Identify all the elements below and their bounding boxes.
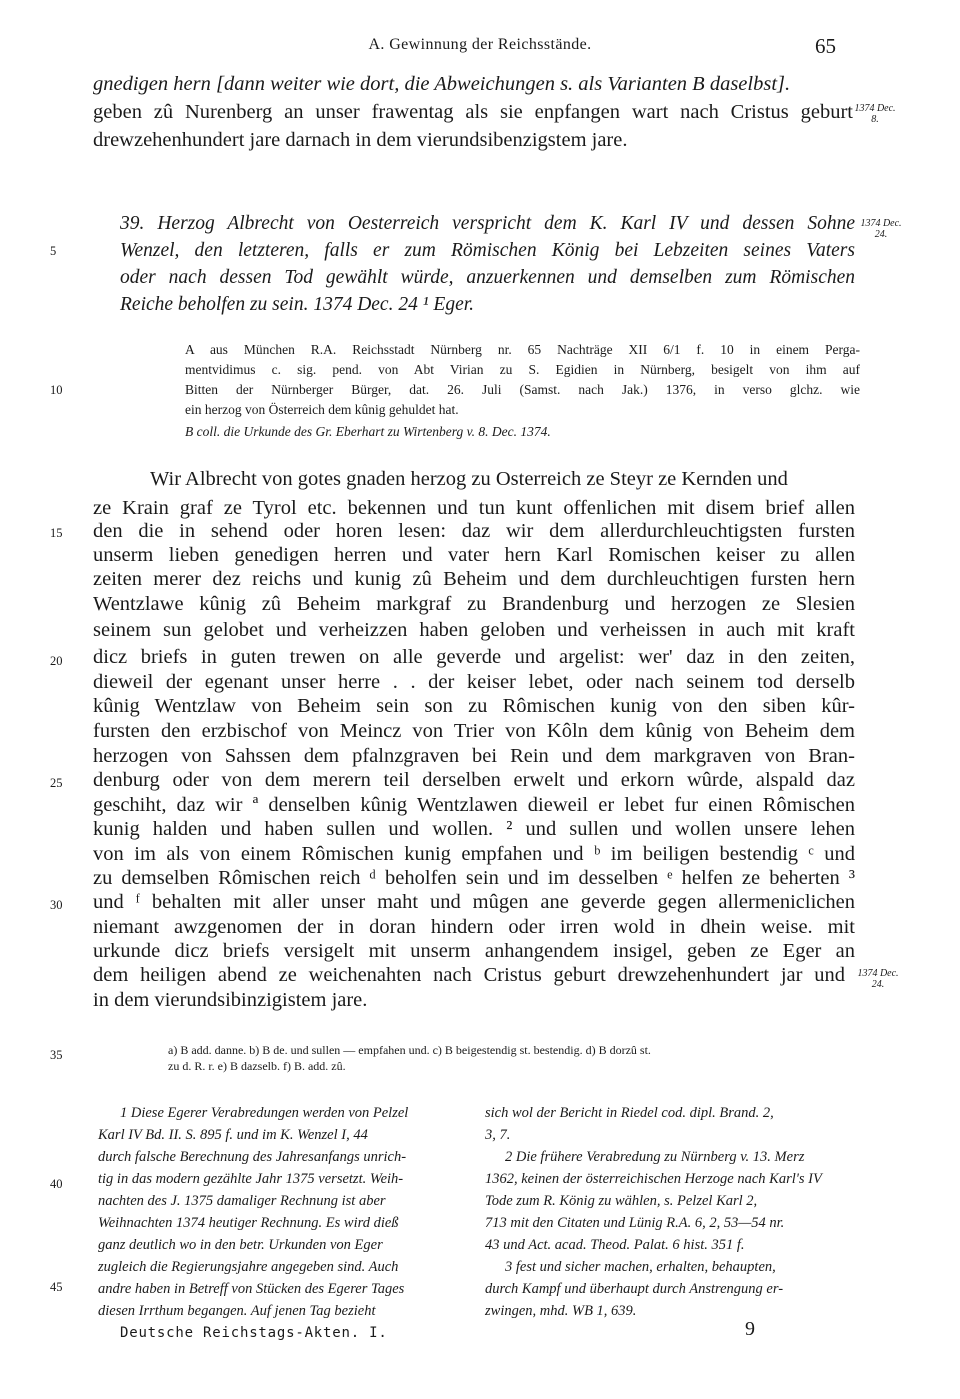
- margin-date-2: 1374 Dec. 24.: [860, 218, 902, 240]
- top-line-3: drewzehenhundert jare darnach in dem vierundsibenzigstem jare.: [93, 129, 628, 151]
- body-line-17: zu demselben Rômischen reich ᵈ beholfen sein und im desselben ᵉ helfen ze beherten ³: [93, 867, 855, 889]
- body-line-15: kunig halden und haben sullen und wollen. ² und sullen und wollen unsere lehen: [93, 818, 855, 840]
- body-line-4: unserm lieben genedigen herren und vater hern Karl Romischen keiser zu allen: [93, 544, 855, 566]
- footnote-right-7: 43 und Act. acad. Theod. Palat. 6 hist. 351 f.: [485, 1237, 745, 1253]
- body-line-12: herzogen von Sahssen dem pfalnzgraven bei Rein und dem markgraven von Bran-: [93, 745, 855, 767]
- margin-date-3: 1374 Dec. 24.: [857, 968, 899, 990]
- series-footer: Deutsche Reichstags-Akten. I.: [120, 1325, 388, 1341]
- body-line-6: Wentzlawe kûnig zû Beheim markgraf zu Brandenburg und herzogen ze Slesien: [93, 593, 855, 615]
- footnote-left-5: nachten des J. 1375 damaliger Rechnung ist aber: [98, 1193, 386, 1209]
- footnote-left-9: andre haben in Betreff von Stücken des Egerer Tages: [98, 1281, 405, 1297]
- body-line-18: und ᶠ behalten mit aller unser maht und mûgen ane geverde gegen allermeniclichen: [93, 891, 855, 913]
- body-line-21: dem heiligen abend ze weichenahten nach Cristus geburt drewzehenhundert jar und: [93, 964, 845, 986]
- body-line-19: niemant awzgenomen der in doran hindern oder irren wold in dhein weise. mit: [93, 916, 855, 938]
- body-line-1: Wir Albrecht von gotes gnaden herzog zu Osterreich ze Steyr ze Kernden und: [150, 468, 788, 490]
- body-line-2: ze Krain graf ze Tyrol etc. bekennen und tun kunt offenlichen mit disem brief allen: [93, 497, 855, 519]
- regest-line-1: 39. Herzog Albrecht von Oesterreich verspricht dem K. Karl IV und dessen Sohne: [120, 213, 855, 234]
- line-number-15: 15: [50, 526, 63, 540]
- regest-line-4: Reiche beholfen zu sein. 1374 Dec. 24 ¹ Eger.: [120, 294, 475, 315]
- footnote-left-2: Karl IV Bd. II. S. 895 f. und im K. Wenzel I, 44: [98, 1127, 368, 1143]
- body-line-10: kûnig Wentzlaw von Beheim sein son zu Rômischen kunig von den siben kûr-: [93, 695, 855, 717]
- footnote-left-4: tig in das modern gezählte Jahr 1375 versetzt. Weih-: [98, 1171, 404, 1187]
- footnote-right-1: sich wol der Bericht in Riedel cod. dipl. Brand. 2,: [485, 1105, 774, 1121]
- footnote-right-5: Tode zum R. König zu wählen, s. Pelzel Karl 2,: [485, 1193, 758, 1209]
- footnote-left-10: diesen Irrthum begangen. Auf jenen Tag bezieht: [98, 1303, 376, 1319]
- body-line-13: denburg oder von dem merern teil derselben erwelt und erkorn wûrde, alspald daz: [93, 769, 855, 791]
- line-number-30: 30: [50, 898, 63, 912]
- line-number-35: 35: [50, 1048, 63, 1062]
- body-line-20: urkunde dicz briefs versigelt mit unserm anhangendem insigel, geben ze Eger an: [93, 940, 855, 962]
- body-line-5: zeiten merer dez reichs und kunig zû Beheim und dem durchleuchtigen fursten hern: [93, 568, 855, 590]
- top-line-2: geben zû Nurenberg an unser frawentag als sie enpfangen wart nach Cristus geburt: [93, 101, 853, 123]
- running-head: A. Gewinnung der Reichsstände.: [368, 36, 592, 53]
- line-number-25: 25: [50, 776, 63, 790]
- line-number-20: 20: [50, 654, 63, 668]
- body-line-7: seinem sun gelobet und verheizzen haben geloben und verheissen in auch mit kraft: [93, 619, 855, 641]
- footnote-right-6: 713 mit den Citaten und Lünig R.A. 6, 2, 53—54 nr.: [485, 1215, 785, 1231]
- line-number-40: 40: [50, 1177, 63, 1191]
- body-line-14: geschiht, daz wir ª denselben kûnig Wentzlawen dieweil er lebet fur einen Rômischen: [93, 794, 855, 816]
- line-number-10: 10: [50, 383, 63, 397]
- variants-line-2: zu d. R. r. e) B dazselb. f) B. add. zû.: [168, 1059, 346, 1073]
- footnote-left-3: durch falsche Berechnung des Jahresanfangs unrich-: [98, 1149, 407, 1165]
- page-number: 65: [815, 34, 836, 58]
- line-number-45: 45: [50, 1280, 63, 1294]
- footnote-right-2: 3, 7.: [485, 1127, 511, 1143]
- body-line-9: dieweil der egenant unser herre . . der keiser lebet, oder nach seinem tod derselb: [93, 671, 855, 693]
- source-line-2: mentvidimus c. sig. pend. von Abt Virian zu S. Egidien in Nürnberg, besigelt von ihm auf: [185, 362, 860, 377]
- footnote-right-10: zwingen, mhd. WB 1, 639.: [485, 1303, 637, 1319]
- footnote-right-4: 1362, keinen der österreichischen Herzoge nach Karl's IV: [485, 1171, 822, 1187]
- regest-line-2: Wenzel, den letzteren, falls er zum Römischen König bei Lebzeiten seines Vaters: [120, 240, 855, 261]
- regest-line-3: oder nach dessen Tod gewählt würde, anzuerkennen und demselben zum Römischen: [120, 267, 855, 288]
- source-line-1: A aus München R.A. Reichsstadt Nürnberg nr. 65 Nachträge XII 6/1 f. 10 in einem Perga-: [185, 342, 860, 357]
- source-line-4: ein herzog von Österreich dem kûnig gehuldet hat.: [185, 402, 459, 417]
- line-number-5: 5: [50, 244, 57, 258]
- source-line-3: Bitten der Nürnberger Bürger, dat. 26. Juli (Samst. nach Jak.) 1376, in verso glchz. wie: [185, 382, 860, 397]
- footnote-right-3: 2 Die frühere Verabredung zu Nürnberg v. 13. Merz: [505, 1149, 805, 1165]
- footnote-right-8: 3 fest und sicher machen, erhalten, behaupten,: [505, 1259, 776, 1275]
- body-line-22: in dem vierundsibinzigistem jare.: [93, 989, 368, 1011]
- top-line-1: gnedigen hern [dann weiter wie dort, die Abweichungen s. als Varianten B daselbst].: [93, 73, 791, 95]
- footnote-left-1: 1 Diese Egerer Verabredungen werden von Pelzel: [120, 1105, 409, 1121]
- margin-date-1: 1374 Dec. 8.: [854, 103, 896, 125]
- body-line-11: fursten den erzbischof von Meincz von Trier von Kôln dem kûnig von Beheim dem: [93, 720, 855, 742]
- body-line-8: dicz briefs in guten trewen on alle geverde und argelist: wer' daz in den zeiten,: [93, 646, 855, 668]
- footnote-left-8: zugleich die Regierungsjahre angegeben sind. Auch: [98, 1259, 399, 1275]
- body-line-3: den die in sehend oder horen lesen: daz wir dem allerdurchleuchtigsten fursten: [93, 520, 855, 542]
- body-line-16: von im als von einem Rômischen kunig empfahen und ᵇ im beiligen bestendig ᶜ und: [93, 843, 855, 865]
- signature-mark: 9: [745, 1318, 755, 1340]
- source-line-5: B coll. die Urkunde des Gr. Eberhart zu Wirtenberg v. 8. Dec. 1374.: [185, 424, 551, 439]
- footnote-left-6: Weihnachten 1374 heutiger Rechnung. Es wird dieß: [98, 1215, 399, 1231]
- variants-line-1: a) B add. danne. b) B de. und sullen — empfahen und. c) B beigestendig st. bestendig. d) B dorzû st.: [168, 1043, 651, 1057]
- footnote-left-7: ganz deutlich wo in den betr. Urkunden von Eger: [98, 1237, 383, 1253]
- footnote-right-9: durch Kampf und überhaupt durch Anstrengung er-: [485, 1281, 784, 1297]
